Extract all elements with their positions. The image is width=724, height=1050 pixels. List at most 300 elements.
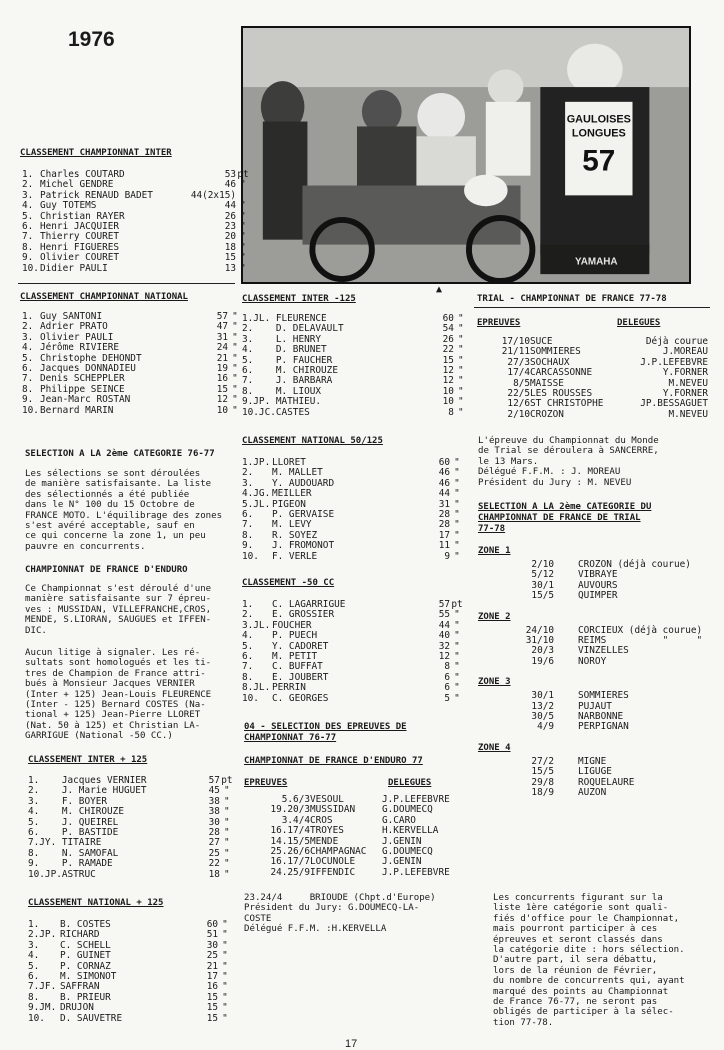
standing-row-cell: 3. xyxy=(242,333,254,345)
standing-row xyxy=(22,406,242,416)
standing-row-cell: 5. xyxy=(242,354,254,366)
standing-row xyxy=(28,941,232,951)
standing-row-cell: 4. xyxy=(242,344,254,356)
standing-row-cell: E. JOUBERT xyxy=(272,671,329,683)
standing-row xyxy=(22,264,250,274)
standing-row-cell: " xyxy=(222,971,228,983)
standing-row-cell: " xyxy=(232,321,238,333)
standing-row-cell: 5 xyxy=(444,692,450,704)
standing-row-cell: 8. xyxy=(242,529,254,541)
standing-row-cell: FLEURENCE xyxy=(275,313,327,324)
standing-row xyxy=(28,818,234,828)
standing-row-cell: " xyxy=(232,394,238,406)
zone-spacer xyxy=(478,767,506,777)
standing-row-cell: " xyxy=(232,352,238,364)
standing-row-cell: 1. xyxy=(28,775,40,786)
standing-row-cell: " xyxy=(458,323,464,335)
standing-row-cell: M. PETIT xyxy=(272,651,318,663)
standing-row-cell: Patrick RENAUD BADET xyxy=(40,189,153,201)
standing-row-cell: " xyxy=(222,929,228,941)
standing-row-cell: 22 xyxy=(208,858,220,870)
standing-row-cell: 21 xyxy=(206,960,218,972)
standing-row-cell: 10. xyxy=(22,262,39,274)
standing-row-cell: 31 xyxy=(216,331,228,343)
zone-row xyxy=(478,657,710,667)
event-row-cell: Y.FORNER xyxy=(662,367,708,379)
zone-spacer xyxy=(478,581,506,591)
standing-row-cell: Michel GENDRE xyxy=(40,179,114,191)
standing-row-cell: " xyxy=(240,210,246,222)
standing-row-cell: 15 xyxy=(442,354,454,366)
zone-spacer xyxy=(478,702,506,712)
standing-row-cell: " xyxy=(454,630,460,642)
standing-row-cell: " xyxy=(454,509,460,521)
standing-row-cell: " xyxy=(454,682,460,694)
zone-venue: MIGNE xyxy=(578,755,607,767)
standing-row-cell: 30 xyxy=(206,939,218,951)
standing-row-cell: FOUCHER xyxy=(272,619,312,631)
zone-spacer xyxy=(478,636,506,646)
standing-row-cell: 44 xyxy=(438,488,450,500)
standing-row-cell: N. SAMOFAL xyxy=(61,847,119,859)
standing-row-cell: 5. xyxy=(28,960,40,972)
zone-date: 27/2 xyxy=(531,755,554,767)
standing-row-cell: 8. xyxy=(28,991,40,1003)
standing-row-cell: " xyxy=(454,477,460,489)
standing-row-cell: 15 xyxy=(206,1012,218,1024)
standing-row xyxy=(28,951,232,961)
standing-row-cell: B. COSTES xyxy=(60,919,111,930)
event-row-cell: 19.20/3 xyxy=(270,804,310,816)
standing-row-cell: 10. xyxy=(242,550,259,562)
standing-row-cell: SAFFRAN xyxy=(60,981,100,993)
standing-row-cell: 10. xyxy=(22,404,39,416)
zone-venue: AUZON xyxy=(578,787,607,799)
zone-venue: AUVOURS xyxy=(578,579,618,591)
standing-row-cell: P. PUECH xyxy=(272,630,318,642)
zone-spacer xyxy=(478,657,506,667)
photo-bib-text: GAULOISES xyxy=(566,113,631,126)
standing-row-cell: " xyxy=(222,939,228,951)
zone-spacer xyxy=(478,757,506,767)
standing-row-cell: " xyxy=(232,342,238,354)
heading-selection-2eme: SELECTION A LA 2ème CATEGORIE 76-77 xyxy=(25,449,215,459)
standing-row xyxy=(28,920,232,930)
standing-row-cell: 21 xyxy=(216,352,228,364)
zone-spacer xyxy=(478,560,506,570)
standing-row-cell: " xyxy=(458,385,464,397)
trial-riders-photo xyxy=(241,26,691,284)
standing-row-cell: MATHIEU. xyxy=(275,396,322,408)
standing-row-cell: Charles COUTARD xyxy=(40,169,125,180)
selection-text: Les sélections se sont déroulées de manière satisfaisante. La liste des sélectionnés a été publiée dans le N° 100 du 15 Octobre de FRANCE MOTO. L'équilibrage des zones s'est avéré acceptable, sauf en ce qui concerne la zone 1, un peu pauvre en concurrents. xyxy=(25,469,223,552)
zone-spacer xyxy=(478,646,506,656)
event-row-cell: M.NEVEU xyxy=(668,377,708,389)
standing-row-cell: 26 xyxy=(224,210,236,222)
zone-spacer xyxy=(478,722,506,732)
standing-row-cell: Jacques DONNADIEU xyxy=(40,363,136,375)
standing-row-cell: R. SOYEZ xyxy=(272,529,318,541)
standing-row-cell: 1. xyxy=(242,599,254,610)
heading-selection-epreuves-2: CHAMPIONNAT 76-77 xyxy=(244,733,337,743)
standing-row-cell: " xyxy=(240,179,246,191)
standing-row-cell: " xyxy=(240,200,246,212)
standing-row-cell: 28 xyxy=(208,827,220,839)
standing-row-cell: 10.JC. xyxy=(242,406,276,418)
standing-row-cell: 24 xyxy=(216,342,228,354)
standing-row-cell: 60 xyxy=(206,919,218,930)
event-row-cell: J.GENIN xyxy=(382,856,422,868)
standing-row-cell: 15 xyxy=(206,1002,218,1014)
zone-spacer xyxy=(478,788,506,798)
standing-row-cell: Christophe DEHONDT xyxy=(40,352,142,364)
zone-date: 30/5 xyxy=(531,711,554,723)
standing-row-cell: " xyxy=(224,847,230,859)
standing-row-cell: 57 xyxy=(208,775,220,786)
standing-row-cell: Guy SANTONI xyxy=(40,311,103,322)
standing-row-cell: 7.JF. xyxy=(28,981,57,993)
standing-row-cell: B. PRIEUR xyxy=(60,991,111,1003)
standing-row-cell: " xyxy=(224,868,230,880)
event-row-cell: CARCASSONNE xyxy=(530,367,593,379)
event-row-cell: VESOUL xyxy=(310,794,344,805)
zone-venue: NOROY xyxy=(578,655,607,667)
zone-venue: NARBONNE xyxy=(578,711,624,723)
standing-row-cell: 46 xyxy=(438,477,450,489)
zone-date: 15/5 xyxy=(531,590,554,602)
standing-row-cell: 2. xyxy=(22,179,34,191)
heading-inter-plus-125: CLASSEMENT INTER + 125 xyxy=(28,755,148,765)
standing-row-cell: 4. xyxy=(242,630,254,642)
standing-row-cell: 9. xyxy=(242,540,254,552)
event-row-cell: CHAMPAGNAC xyxy=(310,846,367,858)
zone-venue: REIMS " " xyxy=(578,635,703,647)
event-row-cell: LES ROUSSES xyxy=(530,388,593,400)
standing-row-cell: 28 xyxy=(438,519,450,531)
standing-row-cell: 44 xyxy=(438,619,450,631)
zone-venue: SOMMIERES xyxy=(578,690,629,702)
event-row-cell: H.KERVELLA xyxy=(382,825,439,837)
standing-row-cell: " xyxy=(458,365,464,377)
event-row-cell: G.CARO xyxy=(382,814,416,826)
standing-row-cell: 3. xyxy=(28,939,40,951)
table-national-plus-125 xyxy=(28,920,232,1024)
standing-row-cell: 38 xyxy=(208,795,220,807)
standing-row-cell: " xyxy=(454,692,460,704)
standing-row-cell: P. GUINET xyxy=(60,950,111,962)
event-row-cell: 16.17/7 xyxy=(270,856,310,868)
standing-row-cell: P. BASTIDE xyxy=(61,827,119,839)
standing-row-cell: 7. xyxy=(242,661,254,673)
standing-row-cell: " xyxy=(222,960,228,972)
standing-row-cell: P. CORNAZ xyxy=(60,960,111,972)
event-row-cell: 2/10 xyxy=(507,408,530,420)
photo-illustration xyxy=(243,28,689,282)
standing-row-cell: 1. xyxy=(22,169,34,180)
standing-row-cell: 44(2x15) xyxy=(190,189,236,201)
standing-row-cell: " xyxy=(232,363,238,375)
event-row-cell: M.NEVEU xyxy=(668,408,708,420)
standing-row-cell: J. Marie HUGUET xyxy=(61,785,147,797)
event-row-cell: 8/5 xyxy=(513,377,530,389)
standing-row-cell: " xyxy=(454,519,460,531)
standing-row-cell: 2.JP. xyxy=(28,929,57,941)
standing-row-cell: 5. xyxy=(22,210,34,222)
standing-row-cell: " xyxy=(454,498,460,510)
standing-row-cell: 5. xyxy=(242,640,254,652)
svg-text:57: 57 xyxy=(582,144,616,178)
zone-table xyxy=(478,560,710,602)
event-row-cell: CROZON xyxy=(530,408,564,420)
standing-row-cell: TITAIRE xyxy=(61,837,102,849)
standing-row-cell: " xyxy=(454,467,460,479)
heading-selection-trial-2: CHAMPIONNAT DE FRANCE DE TRIAL xyxy=(478,513,641,523)
divider xyxy=(18,283,235,284)
standing-row-cell: 8.JL. xyxy=(242,682,271,694)
zone-row xyxy=(478,788,710,798)
standing-row-cell: " xyxy=(222,981,228,993)
standing-row-cell: " xyxy=(232,383,238,395)
event-row xyxy=(240,868,472,878)
standing-row-cell: 9 xyxy=(444,550,450,562)
standing-row-cell: 1.JL. xyxy=(242,313,271,324)
standing-row xyxy=(28,807,234,817)
event-row-cell: J.P.LEFEBVRE xyxy=(382,866,450,878)
standing-row-cell: P. GERVAISE xyxy=(272,509,335,521)
standing-row-cell: 4.JG. xyxy=(242,488,271,500)
standing-row-cell: 3. xyxy=(28,795,40,807)
standing-row-cell: J. QUEIREL xyxy=(61,816,119,828)
table-national-50-125 xyxy=(242,458,464,562)
standing-row-cell: Y. AUDOUARD xyxy=(272,477,335,489)
standing-row-cell: 8. xyxy=(22,383,34,395)
standing-row-cell: 7. xyxy=(22,231,34,243)
standing-row-cell: 25 xyxy=(206,950,218,962)
event-row-cell: ST CHRISTOPHE xyxy=(530,398,604,410)
heading-enduro: CHAMPIONNAT DE FRANCE D'ENDURO xyxy=(25,565,188,575)
standing-row-cell: 9. xyxy=(28,858,40,870)
standing-row-cell: 5. xyxy=(22,352,34,364)
standing-row-cell: DRUJON xyxy=(60,1002,94,1014)
event-row-cell: 22/5 xyxy=(507,388,530,400)
zone-venue: CORCIEUX (déjà courue) xyxy=(578,624,703,636)
standing-row-cell: M. MALLET xyxy=(272,467,323,479)
standing-row-cell: 30 xyxy=(208,816,220,828)
standing-row-cell: C. GEORGES xyxy=(272,692,329,704)
standing-row-cell: " xyxy=(454,609,460,621)
standing-row-cell: 44 xyxy=(224,200,236,212)
standing-row-cell: 27 xyxy=(208,837,220,849)
zone-venue: PUJAUT xyxy=(578,700,612,712)
standing-row xyxy=(28,828,234,838)
standing-row-cell: " xyxy=(232,373,238,385)
event-row-cell: MUSSIDAN xyxy=(310,804,356,816)
standing-row-cell: 5.JL. xyxy=(242,498,271,510)
standing-row-cell: 46 xyxy=(224,179,236,191)
standing-row-cell: 32 xyxy=(438,640,450,652)
event-row-cell: J.MOREAU xyxy=(662,346,708,358)
standing-row-cell: C. BUFFAT xyxy=(272,661,323,673)
standing-row-cell: Thierry COURET xyxy=(40,231,120,243)
table-enduro-77 xyxy=(240,795,472,878)
zone-venue: VINZELLES xyxy=(578,645,629,657)
standing-row-cell: 4. xyxy=(22,342,34,354)
standing-row-cell: 8. xyxy=(22,241,34,253)
trial-col-epreuves: EPREUVES xyxy=(477,318,521,328)
standing-row-cell: M. LIOUX xyxy=(275,385,322,397)
standing-row-cell: 3. xyxy=(22,331,34,343)
standing-row-cell: " xyxy=(458,406,464,418)
standing-row-cell: 2. xyxy=(22,321,34,333)
standing-row-cell: 8 xyxy=(444,661,450,673)
event-row-cell: MAISSE xyxy=(530,377,564,389)
standing-row-cell: " xyxy=(222,950,228,962)
standing-row-cell: 1. xyxy=(28,919,40,930)
standing-row xyxy=(28,797,234,807)
standing-row xyxy=(28,786,234,796)
heading-selection-trial-1: SELECTION A LA 2ème CATEGORIE DU xyxy=(478,502,652,512)
standing-row xyxy=(28,870,234,880)
standing-row-cell: 4. xyxy=(28,806,40,818)
standing-row-cell: 6. xyxy=(242,365,254,377)
standing-row-cell: " xyxy=(454,550,460,562)
zone-label: ZONE 1 xyxy=(478,546,511,556)
table-inter-plus-125 xyxy=(28,776,234,880)
standing-row-cell: " xyxy=(222,991,228,1003)
standing-row-cell: M. CHIROUZE xyxy=(275,365,338,377)
standing-row-cell: 5. xyxy=(28,816,40,828)
standing-row xyxy=(28,972,232,982)
zone-date: 4/9 xyxy=(537,721,554,733)
zone-label: ZONE 2 xyxy=(478,611,511,622)
event-row-cell: 12/6 xyxy=(507,398,530,410)
heading-selection-epreuves-1: 04 - SELECTION DES EPREUVES DE xyxy=(244,722,407,732)
event-row-cell: G.DOUMECQ xyxy=(382,804,433,816)
standing-row-cell: 10 xyxy=(442,396,454,408)
heading-selection-trial-3: 77-78 xyxy=(478,524,506,534)
standing-row-cell: 55 xyxy=(438,609,450,621)
standing-row-cell: pt xyxy=(237,169,249,180)
standing-row-cell: 15 xyxy=(206,991,218,1003)
trial-note: L'épreuve du Championnat du Monde de Trial se déroulera à SANCERRE, le 13 Mars. Délégué F.F.M. : J. MOREAU Président du Jury : M. NEVEU xyxy=(478,436,659,488)
heading-inter-moins-125: CLASSEMENT INTER -125 xyxy=(242,294,356,304)
event-row-cell: J.P.LEFEBVRE xyxy=(640,356,708,368)
standing-row-cell: 53 xyxy=(224,169,236,180)
standing-row-cell: " xyxy=(222,919,228,930)
event-row-cell: JP.BESSAGUET xyxy=(640,398,708,410)
standing-row-cell: 12 xyxy=(216,394,228,406)
event-row-cell: CROS xyxy=(310,814,333,826)
standing-row-cell: 54 xyxy=(442,323,454,335)
standing-row-cell: 1. xyxy=(22,311,34,322)
standing-row-cell: 6. xyxy=(28,971,40,983)
standing-row-cell: 51 xyxy=(206,929,218,941)
event-row-cell: 21/11 xyxy=(501,346,530,358)
event-row-cell: 5.6/3 xyxy=(281,794,310,805)
enduro-77-extra: 23.24/4 BRIOUDE (Chpt.d'Europe) Président du Jury: G.DOUMECQ-LA- COSTE Délégué F.F.M. :H.KERVELLA xyxy=(244,893,436,935)
standing-row-cell: 60 xyxy=(442,313,454,324)
standing-row-cell: LLORET xyxy=(272,457,306,468)
standing-row-cell: 9. xyxy=(22,394,34,406)
standing-row-cell: E. GROSSIER xyxy=(272,609,335,621)
standing-row-cell: 1.JP. xyxy=(242,457,271,468)
event-row-cell: 17/4 xyxy=(507,367,530,379)
standing-row-cell: " xyxy=(240,231,246,243)
standing-row-cell: Jean-Marc ROSTAN xyxy=(40,394,131,406)
zone-row xyxy=(478,591,710,601)
zone-venue: CROZON (déjà courue) xyxy=(578,559,691,570)
standing-row-cell: 3.JL. xyxy=(242,619,271,631)
standing-row-cell: " xyxy=(232,311,238,322)
event-row-cell: IFFENDIC xyxy=(310,866,356,878)
standing-row-cell: 47 xyxy=(216,321,228,333)
page-number: 17 xyxy=(345,1038,358,1050)
standing-row-cell: 8. xyxy=(242,385,254,397)
event-row-cell: Y.FORNER xyxy=(662,388,708,400)
standing-row-cell: " xyxy=(240,221,246,233)
zone-spacer xyxy=(478,626,506,636)
standing-row-cell: " xyxy=(240,241,246,253)
standing-row xyxy=(28,962,232,972)
standing-row-cell: " xyxy=(458,313,464,324)
heading-championnat-inter: CLASSEMENT CHAMPIONNAT INTER xyxy=(20,148,172,158)
standing-row-cell: 31 xyxy=(438,498,450,510)
standing-row xyxy=(28,838,234,848)
event-row-cell: SUCE xyxy=(530,336,553,347)
standing-row-cell: " xyxy=(454,640,460,652)
standing-row-cell: 7. xyxy=(242,519,254,531)
standing-row-cell: " xyxy=(240,262,246,274)
standing-row-cell: M. LEVY xyxy=(272,519,312,531)
standing-row-cell: Henri JACQUIER xyxy=(40,221,120,233)
standing-row-cell: 10. xyxy=(242,692,259,704)
standing-row-cell: 6. xyxy=(242,651,254,663)
standing-row-cell: 15 xyxy=(216,383,228,395)
standing-row-cell: 2. xyxy=(242,609,254,621)
standing-row-cell: 8 xyxy=(448,406,454,418)
standing-row-cell: " xyxy=(224,827,230,839)
standing-row-cell: Adrier PRATO xyxy=(40,321,108,333)
standing-row-cell: RICHARD xyxy=(60,929,100,941)
zone-date: 29/8 xyxy=(531,776,554,788)
standing-row-cell: 6. xyxy=(22,221,34,233)
heading-national-50-125: CLASSEMENT NATIONAL 50/125 xyxy=(242,436,383,446)
svg-text:YAMAHA: YAMAHA xyxy=(575,256,618,268)
zone-table xyxy=(478,626,710,668)
standing-row-cell: 2. xyxy=(28,785,40,797)
table-inter-moins-125 xyxy=(242,314,468,418)
zone-date: 15/5 xyxy=(531,766,554,778)
standing-row-cell: D. BRUNET xyxy=(275,344,327,356)
standing-row-cell: " xyxy=(454,661,460,673)
standing-row-cell: 11 xyxy=(438,540,450,552)
standing-row-cell: J. BARBARA xyxy=(275,375,333,387)
zone-date: 2/10 xyxy=(531,559,554,570)
event-row-cell: J.P.LEFEBVRE xyxy=(382,794,450,805)
standing-row-cell: Denis SCHEPPLER xyxy=(40,373,125,385)
table-moins-50cc xyxy=(242,600,464,704)
standing-row-cell: " xyxy=(458,344,464,356)
standing-row-cell: " xyxy=(224,806,230,818)
event-row-cell: 24.25/9 xyxy=(270,866,310,878)
table-championnat-inter xyxy=(22,170,250,274)
standing-row-cell: P. RAMADE xyxy=(61,858,113,870)
zone-spacer xyxy=(478,778,506,788)
event-row-cell: 3.4/4 xyxy=(281,814,310,826)
standing-row-cell: 40 xyxy=(438,630,450,642)
standing-row xyxy=(28,849,234,859)
standing-row-cell: 15 xyxy=(224,252,236,264)
